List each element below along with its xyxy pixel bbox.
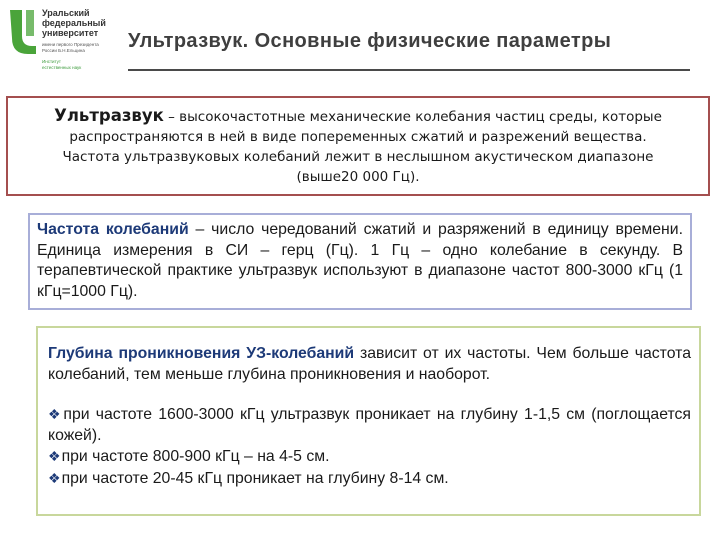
list-item-text: при частоте 800-900 кГц – на 4-5 см.	[61, 448, 330, 465]
penetration-term: Глубина проникновения УЗ-колебаний	[48, 345, 355, 362]
definition-line: (выше20 000 Гц).	[296, 169, 420, 185]
definition-line: распространяются в ней в виде попеременных сжатий и разрежений вещества.	[69, 129, 647, 145]
title-underline	[128, 69, 690, 71]
ultrasound-definition-box	[6, 96, 710, 196]
university-name	[42, 8, 106, 38]
list-item-text: при частоте 20-45 кГц проникает на глубину 8-14 см.	[61, 469, 449, 487]
diamond-bullet-icon: ❖	[48, 469, 61, 486]
penetration-paragraph	[48, 344, 691, 385]
frequency-box	[28, 213, 692, 310]
definition-line: Частота ультразвуковых колебаний лежит в неслышном акустическом диапазоне	[62, 149, 654, 165]
slide-title: Ультразвук. Основные физические параметры	[128, 30, 612, 52]
list-item-text: при частоте 1600-3000 кГц ультразвук проникает на глубину 1-1,5 см (поглощается кожей).	[48, 406, 691, 444]
university-name-line: Уральский	[42, 8, 90, 18]
university-logo	[6, 6, 116, 68]
penetration-depth-box	[36, 326, 701, 516]
university-logo-mark-icon	[6, 6, 40, 56]
definition-text: – высокочастотные механические колебания частиц среды, которые	[163, 109, 662, 125]
list-item	[48, 468, 691, 490]
university-subtitle-line: России Б.Н.Ельцина	[42, 47, 85, 53]
institute-name-line: естественных наук	[42, 64, 82, 70]
penetration-text: зависит от их частоты. Чем больше частота колебаний, тем меньше глубина проникновения и наоборот.	[48, 345, 691, 383]
university-name-line: университет	[42, 28, 99, 38]
institute-name-line: Институт	[42, 59, 61, 64]
university-subtitle-line: имени первого Президента	[42, 42, 99, 47]
ultrasound-term: Ультразвук	[54, 106, 164, 125]
frequency-term: Частота колебаний	[37, 221, 189, 238]
list-item	[48, 446, 691, 468]
diamond-bullet-icon: ❖	[48, 406, 63, 422]
university-subtitle	[42, 42, 99, 53]
diamond-bullet-icon: ❖	[48, 448, 61, 464]
definition-line	[8, 106, 708, 127]
institute-name	[42, 59, 81, 70]
frequency-text: – число чередований сжатий и разряжений в единицу времени. Единица измерения в СИ – герц (Гц). 1 Гц – одно колебание в секунду. В терапевтической практике ультразвук используют в диапазоне частот 800-3000 кГц (1 кГц=1000 Гц).	[37, 221, 683, 300]
list-item	[48, 404, 691, 446]
university-name-line: федеральный	[42, 18, 106, 28]
